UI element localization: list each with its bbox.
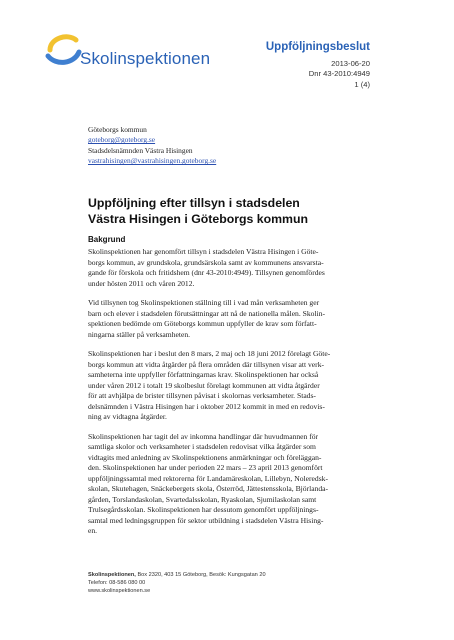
paragraph-line: delsnämnden i Västra Hisingen har i oktober 2012 kommit in med en redovis-	[88, 401, 325, 411]
body-paragraph	[88, 432, 378, 537]
document-body	[88, 235, 378, 546]
paragraph-line: vidtagits med anledning av Skolinspektionens anmärkningar och föreläggan-	[88, 452, 322, 462]
paragraph-line: Skolinspektionen har tagit del av inkomna handlingar där huvudmannen för	[88, 431, 319, 441]
paragraph-line: under hösten 2011 och våren 2012.	[88, 278, 195, 288]
document-dnr: Dnr 43-2010:4949	[308, 69, 370, 79]
paragraph-line: den. Skolinspektionen har under perioden 22 mars – 23 april 2013 genomfört	[88, 463, 323, 472]
recipient-line: Göteborgs kommun	[88, 125, 147, 134]
footer-web: www.skolinspektionen.se	[88, 588, 151, 595]
document-footer	[88, 571, 266, 596]
page-number: 1 (4)	[354, 79, 370, 89]
recipient-line: Stadsdelsnämnden Västra Hisingen	[88, 145, 193, 155]
body-paragraph	[88, 349, 378, 423]
paragraph-line: Trulsegårdsskolan. Skolinspektionen har dessutom genomfört uppföljnings-	[88, 505, 319, 514]
logo-swoosh-icon	[44, 30, 84, 70]
footer-address: Box 2320, 403 15 Göteborg, Besök: Kungsgatan 20	[137, 572, 266, 578]
body-paragraph	[88, 247, 378, 289]
title-line: Västra Hisingen i Göteborgs kommun	[88, 212, 309, 226]
paragraph-line: samtal med ledningsgruppen för sektor utbildning i stadsdelen Västra Hising-	[88, 515, 324, 525]
paragraph-line: för att avhjälpa de brister tillsynen påvisat i skolornas verksamheter. Stads-	[88, 391, 316, 400]
paragraph-line: samtliga skolor och verksamheter i stadsdelen redovisat vilka åtgärder som	[88, 442, 316, 451]
footer-phone: Telefon: 08-586 080 00	[88, 580, 146, 587]
title-line: Uppföljning efter tillsyn i stadsdelen	[88, 196, 300, 210]
paragraph-line: gande för förskola och fritidshem (dnr 43-2010:4949). Tillsynen genomfördes	[88, 268, 325, 277]
section-heading: Bakgrund	[88, 235, 126, 244]
skolinspektionen-logo	[44, 30, 244, 76]
recipients-block	[88, 125, 216, 167]
paragraph-line: borgs kommun att vidta åtgärder på flera områden där tillsynen visar att verk-	[88, 359, 325, 369]
document-type: Uppföljningsbeslut	[265, 41, 370, 53]
paragraph-line: uppföljningssamtal med rektorerna för Landamäreskolan, Lillebyn, Noleredsk-	[88, 473, 328, 483]
document-date: 2013-06-20	[331, 59, 370, 68]
paragraph-line: spektionen bedömde om Göteborgs kommun uppfyller de krav som författ-	[88, 319, 317, 328]
paragraph-line: Vid tillsynen tog Skolinspektionen ställning till i vad mån verksamheten ger	[88, 298, 320, 307]
paragraph-line: barn och elever i stadsdelen förutsättningar att nå de nationella målen. Skolin-	[88, 308, 326, 318]
paragraph-line: borgs kommun, av grundskola, grundsärskola samt av kommunens ansvarsta-	[88, 257, 324, 267]
paragraph-line: en.	[88, 526, 98, 535]
paragraph-line: skolan, Skutehagen, Snäckebergets skola, Österröd, Jättestensskola, Björlanda-	[88, 484, 329, 493]
paragraph-line: ning av vidtagna åtgärder.	[88, 412, 167, 421]
paragraph-line: Skolinspektionen har i beslut den 8 mars, 2 maj och 18 juni 2012 förelagt Göte-	[88, 349, 331, 358]
paragraph-line: under våren 2012 i totalt 19 skolbeslut förelagt kommunen att vidta åtgärder	[88, 380, 320, 390]
logo-wordmark: Skolinspektionen	[80, 49, 211, 68]
paragraph-line: Skolinspektionen har genomfört tillsyn i stadsdelen Västra Hisingen i Göte-	[88, 247, 319, 256]
paragraph-line: gården, Torslandaskolan, Svartedalsskolan, Ryaskolan, Sjumilaskolan samt	[88, 494, 317, 504]
document-meta	[309, 59, 370, 90]
paragraph-line: ningarna ställer på verksamheten.	[88, 329, 191, 339]
body-paragraph	[88, 298, 378, 340]
paragraph-line: samheterna inte uppfyller författningarnas krav. Skolinspektionen har också	[88, 370, 319, 379]
recipient-email-link[interactable]: goteborg@goteborg.se	[88, 135, 156, 145]
recipient-email-link[interactable]: vastrahisingen@vastrahisingen.goteborg.se	[88, 156, 217, 166]
paragraphs	[88, 247, 378, 537]
footer-org: Skolinspektionen,	[88, 572, 136, 578]
footer-address-line	[88, 571, 266, 579]
document-title	[88, 195, 388, 227]
